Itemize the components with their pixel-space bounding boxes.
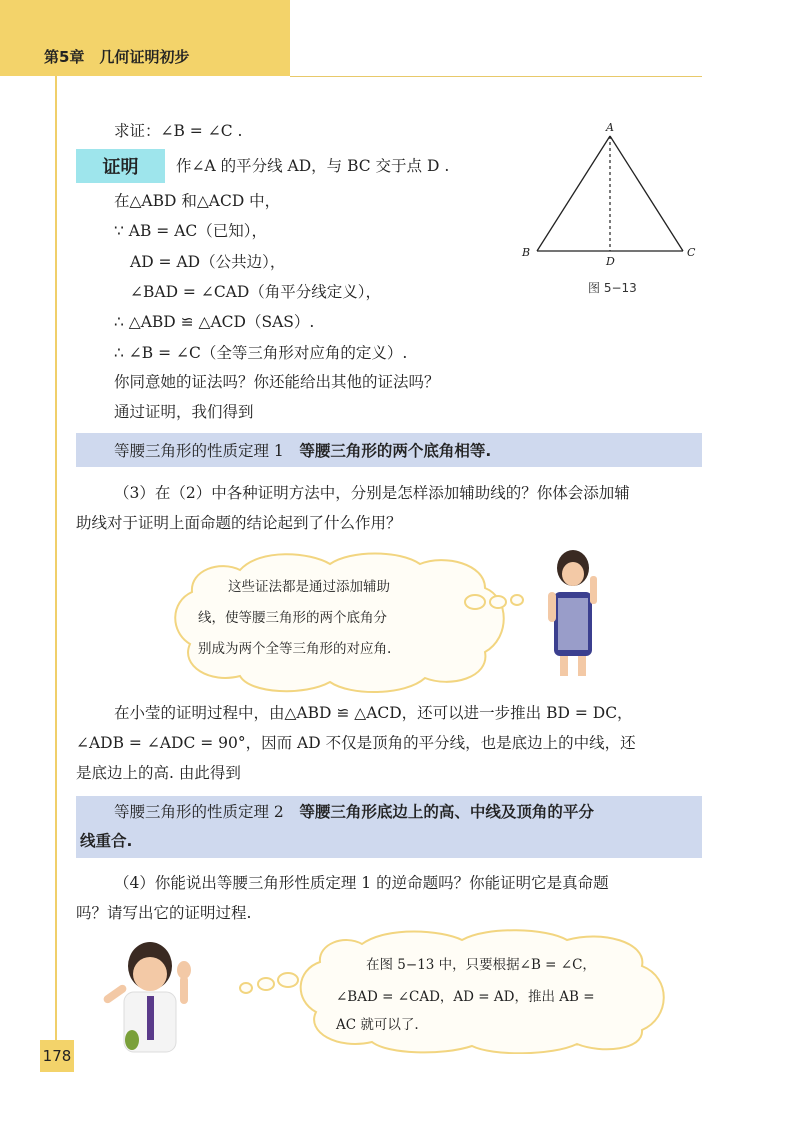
- theorem-1: [114, 440, 491, 462]
- proof-line: AD = AD（公共边），: [130, 253, 286, 271]
- theorem-2-text-line-2: 线重合.: [80, 832, 133, 850]
- bubble-1-line-3: 别成为两个全等三角形的对应角.: [198, 641, 392, 657]
- bubble-2-line-1: 在图 5−13 中，只要根据∠B = ∠C，: [366, 957, 596, 973]
- proof-line: ∴ ∠B = ∠C（全等三角形对应角的定义）.: [114, 344, 408, 362]
- proof-first-step: 作∠A 的平分线 AD，与 BC 交于点 D .: [176, 157, 450, 175]
- header-rule: [290, 76, 702, 77]
- derivation-line-3: 是底边上的高. 由此得到: [76, 764, 241, 782]
- theorem-1-label: 等腰三角形的性质定理 1: [114, 442, 284, 460]
- proof-line: 在△ABD 和△ACD 中，: [114, 192, 281, 210]
- chapter-title: 第5章 几何证明初步: [44, 48, 190, 66]
- theorem-1-text: 等腰三角形的两个底角相等.: [299, 442, 492, 460]
- derivation-paragraph: [76, 698, 716, 788]
- question-4-line-2: 吗？请写出它的证明过程.: [76, 904, 252, 922]
- vertex-label-b: B: [522, 246, 531, 259]
- conclusion-intro: 通过证明，我们得到: [114, 403, 254, 421]
- question-3: [76, 478, 716, 538]
- vertex-label-a: A: [606, 121, 614, 134]
- bubble-1-line-2: 线，使等腰三角形的两个底角分: [198, 610, 387, 626]
- question-4: [76, 868, 716, 928]
- derivation-line-1: 在小莹的证明过程中，由△ABD ≌ △ACD，还可以进一步推出 BD = DC，: [114, 704, 633, 722]
- proof-question: 你同意她的证法吗？你还能给出其他的证法吗？: [114, 373, 440, 391]
- proof-line: ∵ AB = AC（已知），: [114, 222, 268, 240]
- bubble-2-line-2: ∠BAD = ∠CAD，AD = AD，推出 AB =: [336, 989, 595, 1005]
- theorem-2-label: 等腰三角形的性质定理 2: [114, 803, 284, 821]
- bubble-1-line-1: 这些证法都是通过添加辅助: [228, 579, 390, 595]
- page-number: 178: [40, 1040, 74, 1072]
- theorem-2: [76, 798, 696, 856]
- triangle-figure: [515, 118, 705, 268]
- prove-statement: 求证：∠B = ∠C .: [114, 122, 243, 140]
- theorem-2-text-line-1: 等腰三角形底边上的高、中线及顶角的平分: [299, 803, 594, 821]
- question-4-line-1: （4）你能说出等腰三角形性质定理 1 的逆命题吗？你能证明它是真命题: [114, 874, 609, 892]
- proof-label: 证明: [76, 149, 165, 183]
- question-3-line-2: 助线对于证明上面命题的结论起到了什么作用？: [76, 514, 402, 532]
- question-3-line-1: （3）在（2）中各种证明方法中，分别是怎样添加辅助线的？你体会添加辅: [114, 484, 630, 502]
- bubble-2-line-3: AC 就可以了.: [336, 1017, 419, 1033]
- girl-illustration: [540, 546, 606, 678]
- side-ac: [610, 136, 683, 251]
- side-ab: [537, 136, 610, 251]
- proof-line: ∠BAD = ∠CAD（角平分线定义），: [130, 283, 382, 301]
- thought-dots-2: [236, 966, 300, 996]
- boy-illustration: [92, 936, 232, 1056]
- margin-rule: [55, 76, 57, 1046]
- proof-line: ∴ △ABD ≌ △ACD（SAS）.: [114, 313, 315, 331]
- point-label-d: D: [606, 255, 615, 268]
- figure-caption: 图 5−13: [588, 281, 637, 295]
- derivation-line-2: ∠ADB = ∠ADC = 90°，因而 AD 不仅是顶角的平分线，也是底边上的中线，还: [76, 734, 636, 752]
- vertex-label-c: C: [687, 246, 696, 259]
